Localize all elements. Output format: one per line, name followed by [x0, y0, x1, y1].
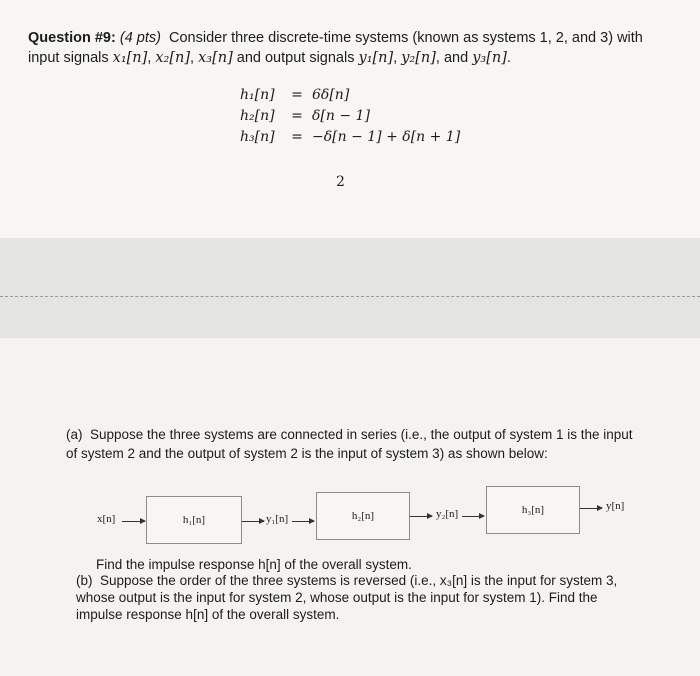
diagram-output-label: y[n]: [606, 500, 625, 512]
equals-sign: =: [291, 86, 303, 103]
part-b-text: Suppose the order of the three systems is reversed (i.e., x₃[n] is the input for system 3, whose output is the input for system 2, whose output is the input for system 1). Find the impulse response h[n] of the overall system.: [76, 573, 618, 622]
input-signal-3: x₃[n]: [198, 50, 233, 66]
output-signal-1: y₁[n]: [358, 50, 394, 66]
equation-lhs: h₂[n]: [240, 107, 275, 124]
output-signal-2: y₂[n]: [401, 50, 436, 66]
arrow-connector: [242, 521, 264, 522]
system-box-h3: [486, 486, 580, 534]
equals-sign: =: [291, 128, 303, 145]
page-number: 2: [336, 174, 345, 190]
question-statement: Question #9: (4 pts) Consider three discrete-time systems (known as systems 1, 2, and 3) with input signals x₁[n], x₂[n], x₃[n] and output signals y₁[n], y₂[n], and y₃[n].: [28, 30, 643, 66]
equation-rhs: δ[n − 1]: [312, 107, 370, 124]
equation-lhs: h₃[n]: [240, 128, 275, 145]
system-box-label: h₁[n]: [182, 514, 206, 526]
question-points: (4 pts): [119, 30, 161, 46]
part-b: [76, 572, 646, 623]
impulse-response-equations: [240, 84, 460, 147]
system-box-h1: [146, 496, 242, 544]
input-signal-1: x₁[n]: [112, 50, 148, 66]
part-a-text: Suppose the three systems are connected in series (i.e., the output of system 1 is the input of system 2 and the output of system 2 is the input of system 3) as shown below:: [66, 427, 633, 461]
system-box-label: h₂[n]: [351, 510, 375, 522]
equation-row: [240, 84, 460, 105]
part-b-label: (b): [76, 573, 93, 588]
intermediate-signal-y1: y₁[n]: [266, 513, 289, 525]
system-box-label: h₃[n]: [521, 504, 545, 516]
page-break-line: [0, 296, 700, 297]
arrow-connector: [292, 521, 314, 522]
equation-row: [240, 105, 460, 126]
intermediate-signal-y2: y₂[n]: [436, 508, 459, 520]
arrow-connector: [122, 521, 145, 522]
question-mid: and output signals: [236, 50, 355, 66]
part-a-label: (a): [66, 427, 83, 442]
equation-rhs: −δ[n − 1] + δ[n + 1]: [312, 128, 461, 145]
equation-row: [240, 126, 460, 147]
equation-rhs: 6δ[n]: [312, 86, 350, 103]
arrow-connector: [580, 508, 602, 509]
question-intro: Consider three discrete-time systems (known as systems 1, 2, and 3) with input signals: [28, 30, 643, 66]
part-a-find: Find the impulse response h[n] of the overall system.: [96, 557, 412, 572]
diagram-input-label: x[n]: [97, 513, 116, 525]
page-gap-band: [0, 238, 700, 338]
equation-lhs: h₁[n]: [240, 86, 275, 103]
output-signal-3: y₃[n]: [472, 50, 507, 66]
part-a: [66, 425, 646, 463]
input-signal-2: x₂[n]: [155, 50, 191, 66]
system-box-h2: [316, 492, 410, 540]
question-label: Question #9:: [28, 30, 116, 46]
equals-sign: =: [291, 107, 303, 124]
arrow-connector: [462, 516, 484, 517]
series-block-diagram: [0, 480, 700, 540]
arrow-connector: [410, 516, 432, 517]
